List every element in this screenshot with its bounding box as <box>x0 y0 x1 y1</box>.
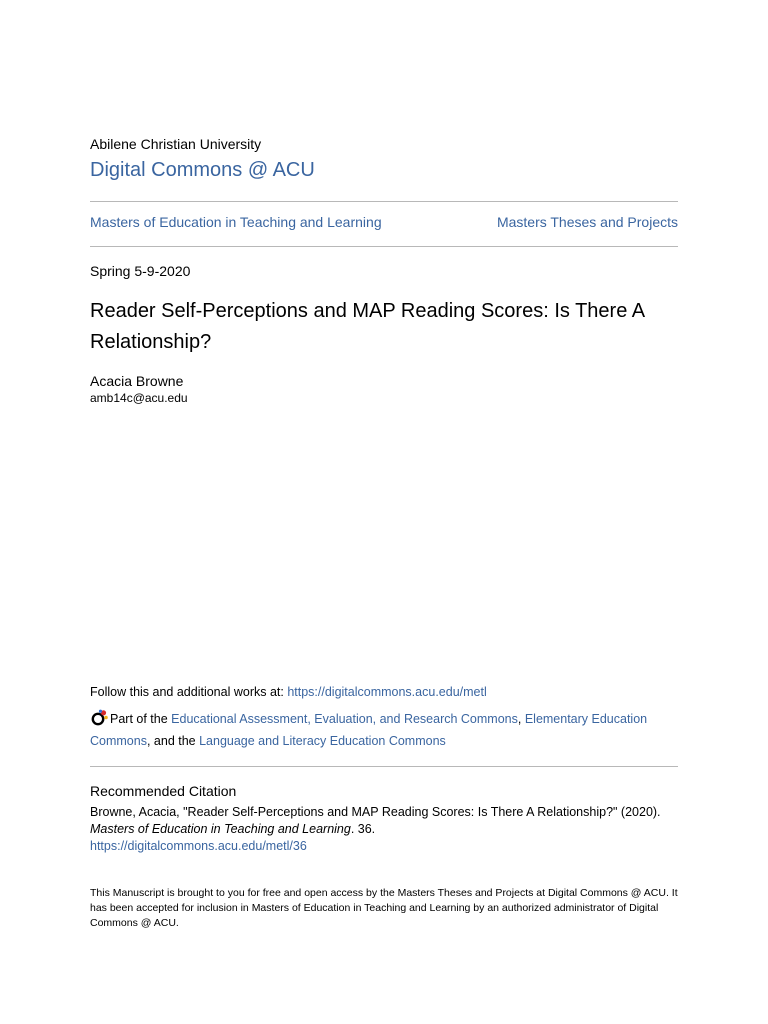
citation-url-link[interactable]: https://digitalcommons.acu.edu/metl/36 <box>90 839 307 853</box>
series-link[interactable]: Masters Theses and Projects <box>496 214 678 230</box>
part-of-prefix: Part of the <box>110 712 172 726</box>
citation-venue-line <box>90 821 680 838</box>
top-divider <box>90 201 678 202</box>
citation-venue: Masters of Education in Teaching and Learning <box>90 822 351 836</box>
author-name: Acacia Browne <box>90 373 184 389</box>
citation-block <box>90 804 680 855</box>
part-of-line <box>90 708 680 752</box>
commons-network-icon <box>90 709 108 727</box>
author-email: amb14c@acu.edu <box>90 391 188 405</box>
citation-text: Browne, Acacia, "Reader Self-Perceptions and MAP Reading Scores: Is There A Relationship?" (2020). <box>90 805 661 819</box>
access-disclaimer: This Manuscript is brought to you for free and open access by the Masters Theses and Projects at Digital Commons @ ACU. It has been accepted for inclusion in Masters of Education in Teaching and Learning by an authorized administrator of Digital Commons @ ACU. <box>90 887 678 929</box>
follow-label: Follow this and additional works at: <box>90 685 288 699</box>
commons-link-assessment[interactable]: Educational Assessment, Evaluation, and Research Commons <box>171 712 518 726</box>
institution-name: Abilene Christian University <box>90 136 262 152</box>
citation-number: . 36. <box>350 822 376 836</box>
publication-date: Spring 5-9-2020 <box>90 263 191 279</box>
follow-line <box>90 685 487 700</box>
paper-title: Reader Self-Perceptions and MAP Reading Scores: Is There A Relationship? <box>90 300 645 353</box>
citation-heading: Recommended Citation <box>90 783 237 799</box>
commons-link-literacy[interactable]: Language and Literacy Education Commons <box>199 734 446 748</box>
collection-url-link[interactable]: https://digitalcommons.acu.edu/metl <box>287 685 487 699</box>
part-of-separator-1: , <box>517 712 525 726</box>
repository-link[interactable]: Digital Commons @ ACU <box>90 159 315 181</box>
part-of-separator-2: , and the <box>146 734 200 748</box>
collection-link[interactable]: Masters of Education in Teaching and Learning <box>90 214 382 230</box>
citation-divider <box>90 766 678 767</box>
commons-link-elementary[interactable]: Elementary Education Commons <box>90 712 648 748</box>
nav-divider <box>90 246 678 247</box>
